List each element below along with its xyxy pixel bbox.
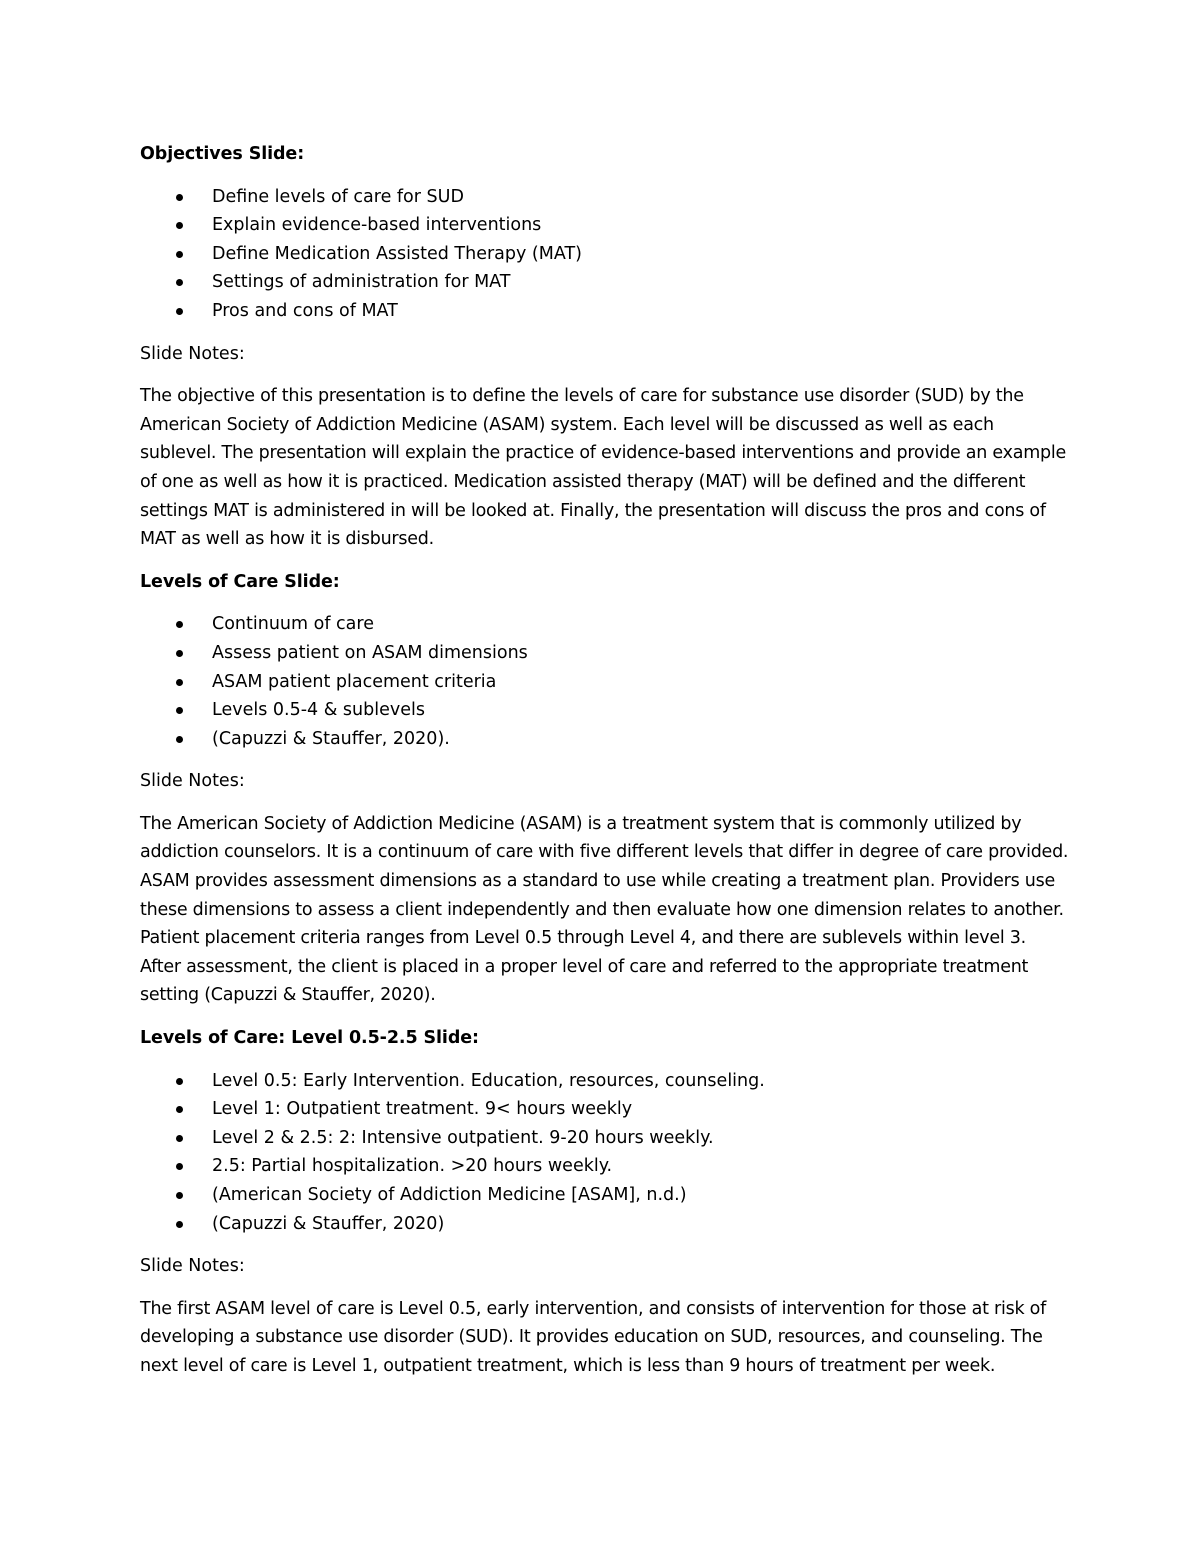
bullet-dot-icon — [176, 1135, 183, 1142]
bullet-item — [140, 1095, 1070, 1124]
bullet-dot-icon — [176, 1106, 183, 1113]
bullet-item — [140, 1067, 1070, 1096]
bullet-dot-icon — [176, 1192, 183, 1199]
bullet-text: Pros and cons of MAT — [212, 300, 398, 321]
bullet-text: Assess patient on ASAM dimensions — [212, 642, 528, 663]
bullet-list — [140, 183, 1070, 326]
bullet-item — [140, 1210, 1070, 1239]
bullet-item — [140, 725, 1070, 754]
slide-notes-paragraph: The first ASAM level of care is Level 0.5, early intervention, and consists of intervention for those at risk of developing a substance use disorder (SUD). It provides education on SUD, resources, and counseling. The next level of care is Level 1, outpatient treatment, which is less than 9 hours of treatment per week. — [140, 1298, 1047, 1376]
bullet-list — [140, 610, 1070, 753]
bullet-dot-icon — [176, 251, 183, 258]
section-heading: Objectives Slide: — [140, 144, 305, 164]
bullet-dot-icon — [176, 707, 183, 714]
bullet-text: Level 0.5: Early Intervention. Education, resources, counseling. — [212, 1070, 765, 1091]
bullet-list — [140, 1067, 1070, 1239]
bullet-text: Level 1: Outpatient treatment. 9< hours weekly — [212, 1099, 633, 1120]
bullet-dot-icon — [176, 621, 183, 628]
bullet-item — [140, 639, 1070, 668]
bullet-dot-icon — [176, 279, 183, 286]
slide-notes-paragraph: The American Society of Addiction Medicine (ASAM) is a treatment system that is commonly utilized by addiction counselors. It is a continuum of care with five different levels that differ in degree of care provided. ASAM provides assessment dimensions as a standard to use while creating a treatment plan. Providers use these dimensions to assess a client independently and then evaluate how one dimension relates to another. Patient placement criteria ranges from Level 0.5 through Level 4, and there are sublevels within level 3. After assessment, the client is placed in a proper level of care and referred to the appropriate treatment setting (Capuzzi & Stauffer, 2020). — [140, 813, 1069, 1006]
bullet-dot-icon — [176, 194, 183, 201]
section-levels-of-care — [140, 568, 1070, 1010]
slide-notes-label: Slide Notes: — [140, 1256, 245, 1277]
section-objectives — [140, 140, 1070, 554]
bullet-text: ASAM patient placement criteria — [212, 671, 497, 692]
bullet-dot-icon — [176, 308, 183, 315]
bullet-item — [140, 297, 1070, 326]
bullet-text: Settings of administration for MAT — [212, 272, 511, 293]
bullet-dot-icon — [176, 650, 183, 657]
bullet-dot-icon — [176, 222, 183, 229]
bullet-dot-icon — [176, 1078, 183, 1085]
bullet-text: (Capuzzi & Stauffer, 2020) — [212, 1213, 445, 1234]
bullet-dot-icon — [176, 1163, 183, 1170]
bullet-text: (American Society of Addiction Medicine [ASAM], n.d.) — [212, 1185, 687, 1205]
bullet-text: 2.5: Partial hospitalization. >20 hours weekly. — [212, 1156, 613, 1177]
slide-notes-label: Slide Notes: — [140, 771, 245, 792]
bullet-item — [140, 1124, 1070, 1153]
bullet-item — [140, 1181, 1070, 1210]
slide-notes-paragraph: The objective of this presentation is to define the levels of care for substance use disorder (SUD) by the American Society of Addiction Medicine (ASAM) system. Each level will be discussed as well as each sublevel. The presentation will explain the practice of evidence-based interventions and provide an example of one as well as how it is practiced. Medication assisted therapy (MAT) will be defined and the different settings MAT is administered in will be looked at. Finally, the presentation will discuss the pros and cons of MAT as well as how it is disbursed. — [140, 386, 1066, 550]
bullet-dot-icon — [176, 1221, 183, 1228]
document-page — [140, 140, 1070, 1395]
bullet-dot-icon — [176, 736, 183, 743]
bullet-text: Define levels of care for SUD — [212, 186, 464, 207]
bullet-item — [140, 696, 1070, 725]
bullet-item — [140, 183, 1070, 212]
section-heading: Levels of Care: Level 0.5-2.5 Slide: — [140, 1028, 479, 1049]
bullet-text: Continuum of care — [212, 614, 374, 635]
bullet-dot-icon — [176, 679, 183, 686]
bullet-text: Explain evidence-based interventions — [212, 215, 542, 236]
bullet-text: (Capuzzi & Stauffer, 2020). — [212, 728, 450, 749]
bullet-text: Levels 0.5-4 & sublevels — [212, 700, 425, 721]
bullet-item — [140, 610, 1070, 639]
bullet-item — [140, 268, 1070, 297]
section-levels-0-5-2-5 — [140, 1024, 1070, 1381]
bullet-text: Level 2 & 2.5: 2: Intensive outpatient. 9-20 hours weekly. — [212, 1127, 714, 1148]
slide-notes-label: Slide Notes: — [140, 343, 245, 364]
bullet-text: Define Medication Assisted Therapy (MAT) — [212, 243, 582, 264]
bullet-item — [140, 668, 1070, 697]
bullet-item — [140, 211, 1070, 240]
bullet-item — [140, 1152, 1070, 1181]
section-heading: Levels of Care Slide: — [140, 571, 340, 592]
bullet-item — [140, 240, 1070, 269]
